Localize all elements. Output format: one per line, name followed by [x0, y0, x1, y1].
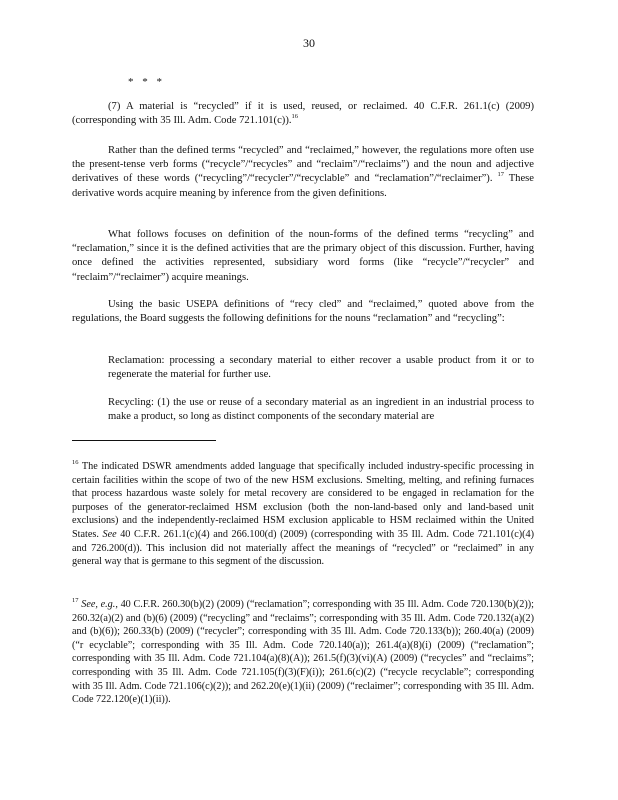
footnote-16 — [72, 460, 534, 569]
footnote-ref-16: 16 — [291, 113, 298, 121]
definition-reclamation: Reclamation: processing a secondary material to either recover a usable product from it or to regenerate the material for further use. — [108, 355, 534, 381]
paragraph-text: (7) A material is “recycled” if it is used, reused, or reclaimed. 40 C.F.R. 261.1(c) (2009) (corresponding with 35 Ill. Adm. Code 721.101(c)). — [72, 101, 534, 127]
section-separator: * * * — [128, 76, 165, 88]
footnote-text: The indicated DSWR amendments added language that specifically included industry-specific processing in certain facilities within the scope of two of the new HSM exclusions. Smelting, melting, and refining furnaces that process hazardous waste solely for metal recovery are considered to be engaged in reclamation for the purposes of the generator-reclaimed HSM exclusion (both the non-land-based only and land-based unit exclusions) and the independently-reclaimed HSM exclusion applicable to HSM reclaimed within the United States. — [72, 461, 534, 540]
definition-recycling: Recycling: (1) the use or reuse of a secondary material as an ingredient in an industrial process to make a product, so long as distinct components of the secondary material are — [108, 397, 534, 423]
footnote-signal: See, e.g. — [81, 599, 116, 610]
footnote-ref-17: 17 — [497, 171, 504, 179]
paragraph-text: These derivative words acquire meaning by inference from the given definitions. — [72, 173, 534, 199]
footnote-text: , 40 C.F.R. 260.30(b)(2) (2009) (“reclamation”; corresponding with 35 Ill. Adm. Code 720.130(b)(2)); 260.32(a)(2) and (b)(6) (2009) (“recycling” and “reclaims”; corresponding with 35 Ill. Adm. Code 720.132(a)(2) and (b)(6)); 260.33(b) (2009) (“recycler”; corresponding with 35 Ill. Adm. Code 720.133(b)); 260.40(a) (2009) (“r ecyclable”; corresponding with 35 Ill. Adm. Code 720.140(a)); 261.4(a)(8)(i) (2009) (“reclamation”; corresponding with 35 Ill. Adm. Code 721.104(a)(8)(A)); 261.5(f)(3)(vi)(A) (2009) (“recycles” and “reclaims”; corresponding with 35 Ill. Adm. Code 721.105(f)(3)(F)(i)); 261.6(c)(2) (“recycle recyclable”; corresponding with 35 Ill. Adm. Code 721.106(c)(2)); and 262.20(e)(1)(ii) (2009) (“reclaimer”; corresponding with 35 Ill. Adm. Code 722.120(e)(1)(ii)). — [72, 599, 535, 706]
paragraph-verb-forms — [72, 144, 534, 201]
paragraph-suggested-definitions: Using the basic USEPA definitions of “recy cled” and “reclaimed,” quoted above from the regulations, the Board suggests the following definitions for the nouns “reclamation” and “recycling”: — [72, 299, 534, 325]
paragraph-noun-forms: What follows focuses on definition of the noun-forms of the defined terms “recycling” and “reclamation,” since it is the defined activities that are the primary object of this discussion. Further, having once defined the activities represented, subsidiary word forms (like “recycle”/“recycler” and “reclaim”/“reclaimer”) acquire meanings. — [72, 229, 534, 283]
footnote-17 — [72, 598, 534, 707]
footnote-signal: See — [102, 528, 117, 540]
footnote-number: 17 — [72, 597, 79, 604]
footnote-rule — [72, 440, 216, 441]
footnote-text: 40 C.F.R. 261.1(c)(4) and 266.100(d) (2009) (corresponding with 35 Ill. Adm. Code 721.101(c)(4) and 726.200(d)). This inclusion did not materially affect the meanings of “recycled” or “reclaimed” in any general way that is germane to this segment of the discussion. — [72, 528, 535, 568]
page-number: 30 — [303, 36, 315, 50]
footnote-number: 16 — [72, 459, 79, 466]
paragraph-text: Rather than the defined terms “recycled” and “reclaimed,” however, the regulations more often use the present-tense verb forms (“recycle”/“recycles” and “reclaim”/“reclaims”) and the noun and adjective derivatives of these words (“recycling”/“recycler”/“recyclable” and “reclamation”/“reclaimer”). — [72, 145, 534, 185]
paragraph-recycled-definition — [72, 100, 534, 128]
